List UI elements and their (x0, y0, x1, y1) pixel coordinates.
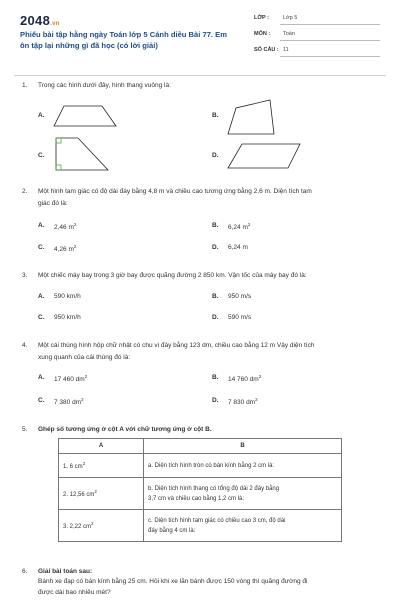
q2-a-unit: 2 (73, 222, 77, 227)
count-label: SỐ CÂU : (254, 47, 279, 53)
q1-shape-d (226, 142, 302, 170)
q6-text-line-2: được dài bao nhiêu mét? (38, 589, 111, 596)
matching-table-header (59, 439, 342, 454)
worksheet-title (20, 29, 240, 51)
table-row (59, 510, 342, 542)
q3-option-b-value: 950 m/s (228, 293, 252, 300)
row-3-b-line-1: c. Diện tích hình tam giác có chiều cao 3 cm, độ dài (148, 517, 286, 524)
q2-option-b-value (228, 222, 250, 231)
q4-c-value-text: 7 380 dm (54, 399, 82, 407)
q4-c-unit: 2 (81, 397, 84, 402)
row-1-a (59, 454, 144, 478)
q5-number: 5. (22, 426, 28, 433)
logo-main-text: 2048 (20, 13, 51, 28)
subject-underline (280, 40, 380, 41)
q3-text: Một chiếc máy bay trong 3 giờ bay được quãng đường 2 850 km. Vận tốc của máy bay đó là: (38, 272, 307, 279)
q4-option-b-label: B. (212, 374, 219, 381)
q4-option-c-label: C. (38, 397, 45, 404)
q6-text (38, 576, 388, 598)
q2-option-c-value (54, 244, 76, 253)
q1-text: Trong các hình dưới đây, hình thang vuông là: (38, 82, 171, 89)
matching-table (58, 438, 342, 542)
q4-b-unit: 2 (258, 374, 262, 379)
q2-text-line-2: giác đó là: (38, 200, 68, 207)
q4-a-unit: 2 (84, 374, 88, 379)
q4-option-d-label: D. (212, 397, 219, 404)
q2-option-b-label: B. (212, 222, 219, 229)
q1-option-a-label: A. (38, 112, 45, 119)
column-a-header: A (59, 439, 144, 454)
q2-option-d-value: 6,24 m (228, 244, 248, 251)
q4-option-a-label: A. (38, 374, 45, 381)
table-row (59, 478, 342, 510)
q3-option-a-value: 590 km/h (54, 293, 81, 300)
q4-option-a-value (54, 374, 87, 383)
q3-option-d-value: 590 m/s (228, 314, 252, 321)
row-3-a-text: 3. 2,22 cm (63, 524, 92, 530)
row-2-a-unit: 2 (94, 489, 97, 494)
title-line-1: Phiếu bài tập hằng ngày Toán lớp 5 Cánh diều Bài 77. Em (20, 30, 227, 39)
q4-number: 4. (22, 342, 28, 349)
q2-b-value-text: 6,24 m (228, 224, 248, 232)
count-underline (280, 56, 380, 57)
subject-label: MÔN : (254, 31, 271, 37)
row-3-a-unit: 2 (91, 521, 94, 526)
q5-text: Ghép số tương ứng ở cột A với chữ tương ứng ở cột B. (38, 426, 212, 433)
q4-option-c-value (54, 397, 84, 406)
q1-shape-a (52, 104, 118, 128)
q2-option-c-label: C. (38, 244, 45, 251)
count-value: 11 (283, 47, 289, 53)
class-label: LỚP : (254, 15, 269, 21)
q4-option-b-value (228, 374, 261, 383)
column-b-header: B (144, 439, 342, 454)
row-3-b-line-2: đáy bằng 4 cm là: (148, 527, 196, 534)
q3-option-c-label: C. (38, 314, 45, 321)
logo-domain-text: .vn (50, 21, 60, 27)
q2-option-d-label: D. (212, 244, 219, 251)
row-2-b (144, 478, 342, 510)
q1-option-b-label: B. (212, 112, 219, 119)
row-2-b-line-2: 3,7 cm và chiều cao bằng 1,2 cm là: (148, 495, 245, 502)
q2-c-unit: 2 (73, 244, 77, 249)
class-underline (280, 24, 380, 25)
title-line-2: ôn tập lại những gì đã học (có lời giải) (20, 41, 158, 50)
class-value: Lớp 5 (283, 15, 298, 21)
q3-option-b-label: B. (212, 293, 219, 300)
q1-shape-b (226, 98, 278, 136)
row-2-a (59, 478, 144, 510)
q3-option-d-label: D. (212, 314, 219, 321)
q4-d-unit: 2 (255, 397, 258, 402)
q1-option-d-label: D. (212, 152, 219, 159)
q2-number: 2. (22, 188, 28, 195)
q2-c-value-text: 4,26 m (54, 246, 74, 254)
row-2-a-text: 2. 12,56 cm (63, 492, 95, 498)
q4-d-value-text: 7 830 dm (228, 399, 256, 407)
q6-number: 6. (22, 568, 28, 575)
q6-text-line-1: Bánh xe đạp có bán kính bằng 25 cm. Hỏi khi xe lăn bánh được 150 vòng thì quãng đường đi (38, 578, 308, 585)
header-divider (14, 75, 386, 76)
site-logo (20, 13, 60, 28)
q2-text-line-1: Một hình tam giác có độ dài đáy bằng 4,8 m và chiều cao tương ứng bằng 2,6 m. Diện tích tam (38, 188, 312, 195)
row-1-a-text: 1. 6 cm (63, 464, 83, 470)
q4-text-line-2: xung quanh của cái thùng đó là: (38, 354, 131, 361)
row-2-b-line-1: b. Diện tích hình thang có tổng độ dài 2 đáy bằng (148, 485, 280, 492)
row-3-b (144, 510, 342, 542)
row-1-a-unit: 2 (82, 461, 86, 466)
row-1-b-line-1: a. Diện tích hình tròn có bán kính bằng 2 cm là: (148, 462, 275, 469)
q2-a-value-text: 2,46 m (54, 224, 74, 232)
q4-b-value-text: 14 760 dm (228, 376, 259, 384)
q4-text (38, 340, 388, 364)
table-row (59, 454, 342, 478)
q2-option-a-label: A. (38, 222, 45, 229)
q4-option-d-value (228, 397, 258, 406)
q3-option-a-label: A. (38, 293, 45, 300)
row-3-a (59, 510, 144, 542)
q6-heading: Giải bài toán sau: (38, 568, 93, 575)
q4-a-value-text: 17 460 dm (54, 376, 85, 384)
row-1-b (144, 454, 342, 478)
q2-b-unit: 2 (247, 222, 251, 227)
q3-number: 3. (22, 272, 28, 279)
q1-option-c-label: C. (38, 152, 45, 159)
q1-number: 1. (22, 82, 28, 89)
q4-text-line-1: Một cái thùng hình hộp chữ nhật có chu vi đáy bằng 123 dm, chiều cao bằng 12 m Vậy diện tích (38, 342, 315, 349)
subject-value: Toán (283, 31, 295, 37)
q2-text (38, 186, 388, 210)
q2-option-a-value (54, 222, 76, 231)
q1-shape-c (52, 136, 112, 172)
q3-option-c-value: 950 km/h (54, 314, 81, 321)
